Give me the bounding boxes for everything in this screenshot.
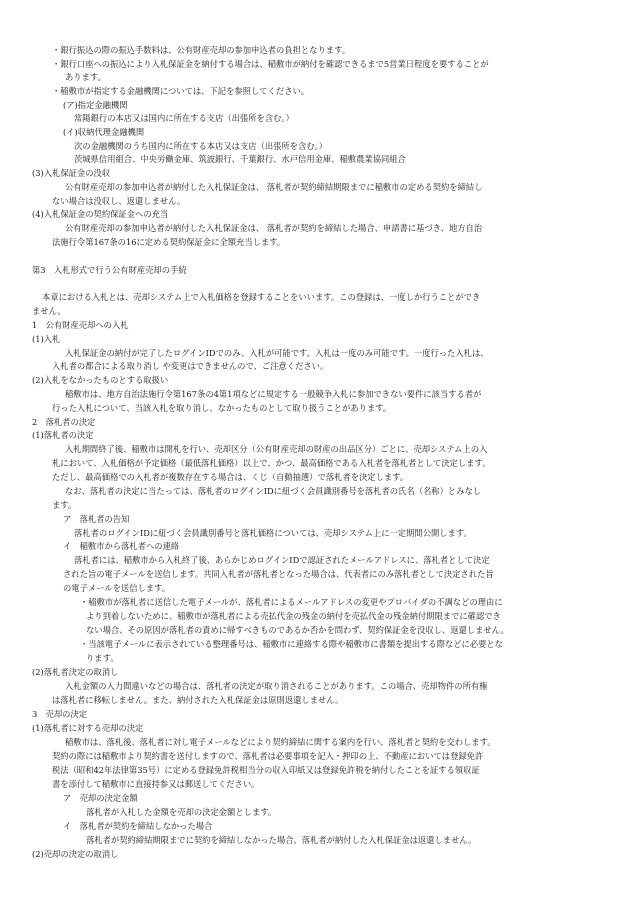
text-line: 落札者が契約締結期限までに契約を締結しなかった場合、落札者が納付した入札保証金は返還しません。 [86,835,477,845]
text-line: 稲敷市は、落札後、落札者に対し電子メールなどにより契約締結に関する案内を行い、落札者と契約を交わします。 [65,737,496,747]
text-line: 公有財産売却の参加申込者が納付した入札保証金は、 落札者が契約を締結した場合、申請書に基づき、地方自治 [65,223,483,233]
text-line: 本章における入札とは、売却システム上で入札価格を登録することをいいます。この登録は、一度しか行うことができ [42,292,481,302]
text-line: (1)入札 [32,334,61,344]
text-line: ア 落札者の告知 [63,514,130,524]
text-line: ア 売却の決定金額 [63,793,138,803]
text-line: ・当該電子メールに表示されている整理番号は、稲敷市に連絡する際や稲敷市に書類を提出する際などに必要とな [80,639,503,649]
text-line: (イ)収納代理金融機関 [63,127,145,137]
text-line: 第3 入札形式で行う公有財産売却の手続 [32,265,187,275]
text-line: 茨城県信用組合、中央労働金庫、筑波銀行、千葉銀行、水戸信用金庫、稲敷農業協同組合 [74,154,406,164]
text-line: 1 公有財産売却への入札 [32,320,129,330]
text-line: 契約の際には稲敷市より契約書を送付しますので、落札者は必要事項を記入・押印の上、不動産においては登録免許 [52,751,484,761]
text-line: イ 落札者が契約を締結しなかった場合 [63,821,213,831]
text-line: ・稲敷市が落札者に送信した電子メールが、落札者によるメールアドレスの変更やプロバイダの不調などの理由に [80,597,503,607]
text-line: された旨の電子メールを送信します。共同入札者が落札者となった場合は、代表者にのみ落札者として決定された旨 [63,569,494,579]
text-line: (3)入札保証金の没収 [32,168,111,178]
text-line: 入札金額の入力間違いなどの場合は、落札者の決定が取り消されることがあります。この場合、売却物件の所有権 [65,681,488,691]
text-line: 入札者の都合による取り消し や変更はできませんので、ご注意ください。 [52,361,329,371]
text-line: 稲敷市は、地方自治法施行令第167条の4第1項などに規定する一般競争入札に参加できない要件に該当する者が [65,389,482,399]
text-line: 公有財産売却の参加申込者が納付した入札保証金は、 落札者が契約締結期限までに稲敷市の定める契約を締結し [65,182,483,192]
text-line: 落札者のログインIDに紐づく会員識別番号と落札価格については、売却システム上に一定期間公開します。 [74,528,472,538]
text-line: 行った入札について、当該入札を取り消し、なかったものとして取り扱うことがあります。 [52,403,392,413]
text-line: (2)落札者決定の取消し [32,667,119,677]
text-line: ません。 [32,306,66,316]
text-line: 札において、入札価格が予定価格（最低落札価格）以上で、かつ、最高価格である入札者を落札者として決定します。 [52,458,491,468]
text-line: なお、落札者の決定に当たっては、落札者のログインIDに紐づく会員識別番号を落札者の氏名（名称）とみなし [65,486,482,496]
text-line: ない場合は没収し、返還しません。 [52,196,186,206]
text-line: 入札保証金の納付が完了したログインIDでのみ、入札が可能です。入札は一度のみ可能です。一度行った入札は、 [65,348,489,358]
text-line: 3 売却の決定 [32,709,88,719]
text-line: イ 稲敷市から落札者への連絡 [63,541,180,551]
text-line: の電子メールを送信します。 [63,583,171,593]
text-line: 落札者には、稲敷市から入札終了後、あらかじめログインIDで認証されたメールアドレスに、落札者として決定 [74,555,490,565]
text-line: ります。 [86,653,119,663]
text-line: は落札者に移転しません。また、納付された入札保証金は原則返還しません。 [52,695,344,705]
text-line: より到着しないために、稲敷市が落札者による売払代金の残金の納付を売払代金の残金納付期限までに確認でき [86,611,501,621]
text-line: 次の金融機関のうち国内に所在する本店又は支店（出張所を含む。） [74,141,328,151]
text-line: (2)売却の決定の取消し [32,849,119,859]
text-line: ・銀行口座への振込により入札保証金を納付する場合は、稲敷市が納付を確認できるまで5営業日程度を要することが [52,59,489,69]
text-line: ただし、最高価格での入札者が複数存在する場合は、くじ（自動抽選）で落札者を決定します。 [52,472,409,482]
text-line: (1)落札者の決定 [32,430,94,440]
text-line: 落札者が入札した金額を売却の決定金額とします。 [86,807,277,817]
text-line: 書を添付して稲敷市に直接持参又は郵送してください。 [52,779,260,789]
text-line: (2)入札をなかったものとする取扱い [32,375,169,385]
text-line: ・稲敷市が指定する金融機関については、下記を参照してください。 [52,86,310,96]
text-line: ます。 [52,500,77,510]
text-line: あります。 [65,72,106,82]
text-line: 入札期間終了後、稲敷市は開札を行い、売却区分（公有財産売却の財産の出品区分）ごとに、売却システム上の入 [65,444,488,454]
text-line: 常陽銀行の本店又は国内に所在する支店（出張所を含む。） [74,113,294,123]
text-line: ない場合、その原因が落札者の責めに帰すべきものであるか否かを問わず、契約保証金を没収し、返還しません。 [86,625,509,635]
text-line: (4)入札保証金の契約保証金への充当 [32,209,169,219]
text-line: (1)落札者に対する売却の決定 [32,723,144,733]
text-line: 法施行令第167条の16に定める契約保証金に全額充当します。 [52,237,286,247]
text-line: 税法（昭和42年法律第35号）に定める登録免許税相当分の収入印紙又は登録免許税を納付したことを証する領収証 [52,765,480,775]
text-line: 2 落札者の決定 [32,417,96,427]
text-line: ・銀行振込の際の振込手数料は、公有財産売却の参加申込者の負担となります。 [52,45,351,55]
text-line: (ア)指定金融機関 [63,100,128,110]
